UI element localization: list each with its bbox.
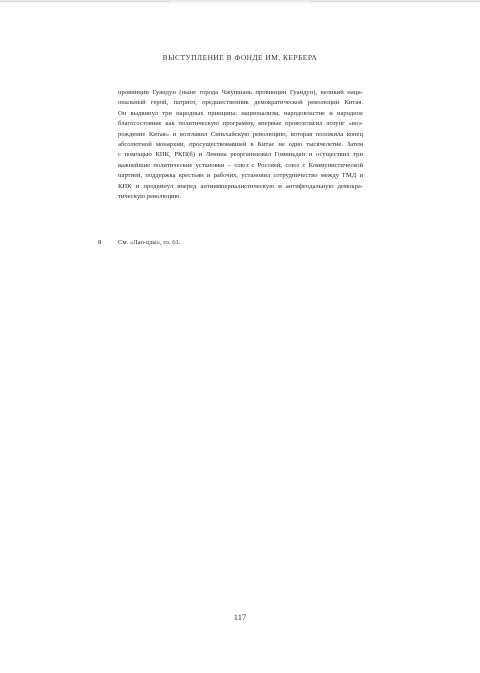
footnote-line: Он выдвинул три народных принципа: национализм, народовластие и народное — [118, 109, 363, 117]
footnote-line: КПК и продвинул вперед антиимпериалистическую и антифеодальную демокра- — [118, 182, 363, 190]
footnote-number: 8 — [98, 239, 102, 246]
top-edge-rule-right — [310, 1, 480, 2]
footnote-line: ональный герой, патриот, предшественник демократической революции Китая. — [118, 99, 363, 107]
footnote-line: благосостояние как политическую программу, впервые провозгласил лозунг «воз- — [118, 120, 363, 128]
footnote-line: абсолютной монархии, просуществовавшей в Китае не одно тысячелетие. Затем — [118, 141, 363, 149]
top-edge-rule-left — [0, 1, 170, 2]
footnote-line: тическую революцию. — [118, 193, 182, 201]
footnote-line: с помощью КПК, РКП(б) и Ленина реорганизовал Гоминьдан и осуществил три — [118, 151, 363, 159]
running-head: ВЫСТУПЛЕНИЕ В ФОНДЕ ИМ. КЕРБЕРА — [162, 53, 318, 62]
page-number: 117 — [233, 612, 247, 622]
footnote-line: важнейшие политические установки – союз с Россией, союз с Коммунистической — [118, 161, 363, 169]
footnote-8-text: См. «Лао-цзы», гл. 61. — [118, 239, 181, 246]
footnote-line: провинции Гуандун (ныне города Чжуншань провинции Гуандун), великий наци- — [118, 89, 363, 96]
footnote-line: рождение Китая» и возглавил Синьхайскую революцию, которая положила конец — [118, 130, 363, 138]
footnote-continued — [118, 88, 363, 202]
footnote-line: партией, поддержка крестьян и рабочих, установил сотрудничество между ГМД и — [118, 172, 363, 180]
